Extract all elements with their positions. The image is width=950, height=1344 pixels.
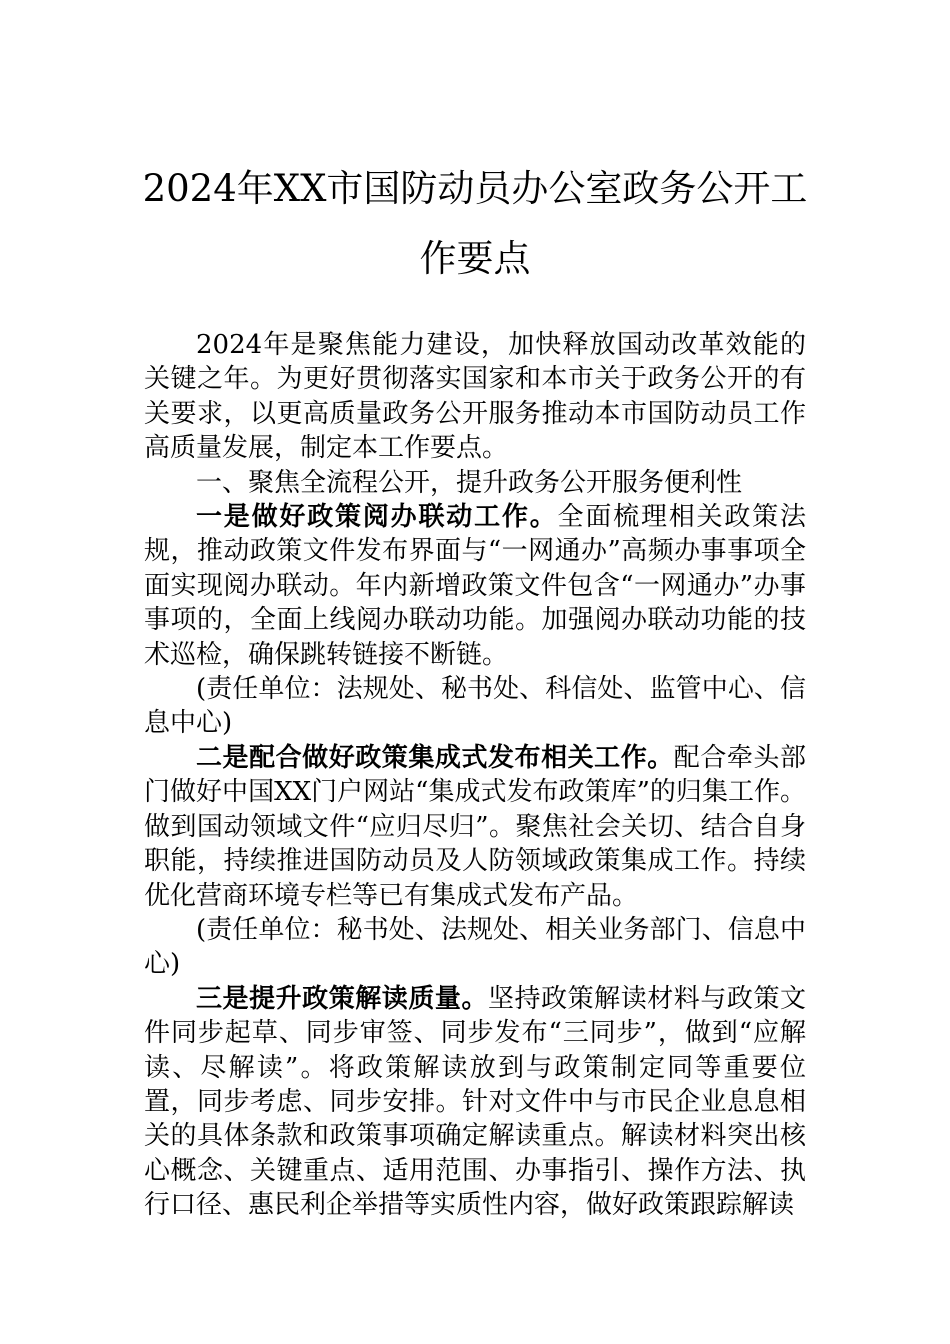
section1-heading: 一、聚焦全流程公开，提升政务公开服务便利性 <box>196 467 743 498</box>
intro-paragraph: 2024年是聚焦能力建设，加快释放国动改革效能的关键之年。为更好贯彻落实国家和本市关于政务公开的有关要求，以更高质量政务公开服务推动本市国防动员工作高质量发展，制定本工作要点。 <box>144 330 806 464</box>
item1-text: 全面梳理相关政策法规，推动政策文件发布界面与“一网通办”高频办事事项全面实现阅办联动。年内新增政策文件包含“一网通办”办事事项的，全面上线阅办联动功能。加强阅办联动功能的技术巡检，确保跳转链接不断链。 <box>144 502 806 670</box>
document-body <box>144 328 806 1223</box>
item3-text: 坚持政策解读材料与政策文件同步起草、同步审签、同步发布“三同步”，做到“应解读、尽解读”。将政策解读放到与政策制定同等重要位置，同步考虑、同步安排。针对文件中与市民企业息息相关的具体条款和政策事项确定解读重点。解读材料突出核心概念、关键重点、适用范围、办事指引、操作方法、执行口径、惠民利企举措等实质性内容，做好政策跟踪解读 <box>144 983 806 1221</box>
item3-paragraph <box>144 982 806 1223</box>
document-title-line1: 2024年XX市国防动员办公室政务公开工 <box>142 167 808 210</box>
item2-paragraph <box>144 741 806 913</box>
item2-responsibility: (责任单位：秘书处、法规处、相关业务部门、信息中心) <box>144 914 806 980</box>
item2-text: 配合牵头部门做好中国XX门户网站“集成式发布政策库”的归集工作。做到国动领域文件“应归尽归”。聚焦社会关切、结合自身职能，持续推进国防动员及人防领域政策集成工作。持续优化营商环境专栏等已有集成式发布产品。 <box>144 742 806 911</box>
item3-lead: 三是提升政策解读质量。 <box>196 983 488 1014</box>
document-title-line2: 作要点 <box>419 237 531 280</box>
item1-responsibility: (责任单位：法规处、秘书处、科信处、监管中心、信息中心) <box>144 674 806 739</box>
item1-lead: 一是做好政策阅办联动工作。 <box>196 502 558 533</box>
item1-paragraph <box>144 500 806 672</box>
item2-lead: 二是配合做好政策集成式发布相关工作。 <box>196 742 674 773</box>
